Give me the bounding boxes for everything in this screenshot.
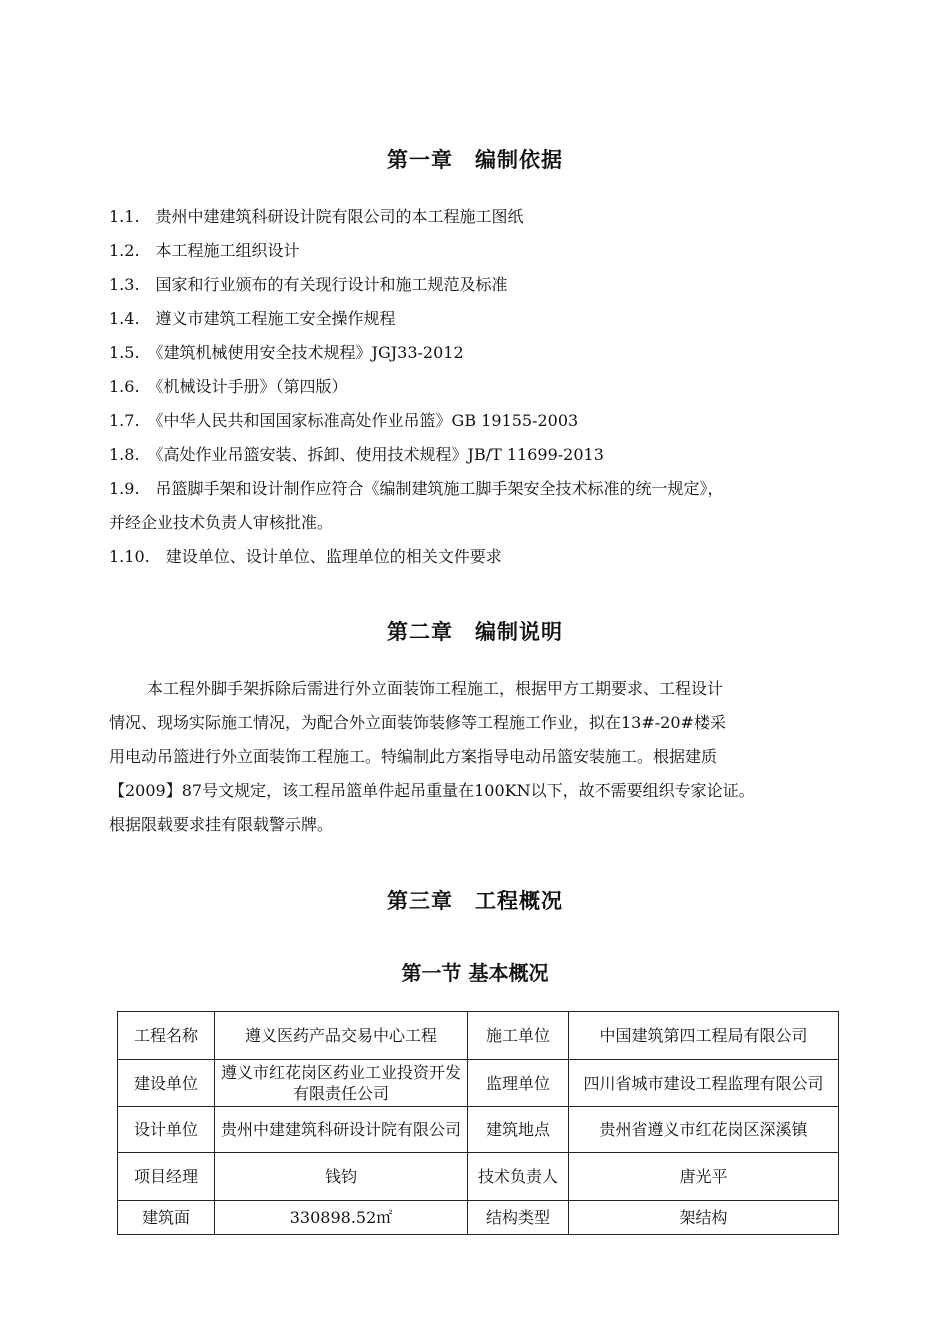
basis-item: 1.9. 吊篮脚手架和设计制作应符合《编制建筑施工脚手架安全技术标准的统一规定》，: [109, 479, 724, 498]
table-key-cell: 建筑面: [118, 1201, 215, 1235]
chapter-title-description: 第二章 编制说明: [387, 620, 563, 644]
table-key-cell: 技术负责人: [468, 1153, 569, 1201]
table-value-cell: 贵州省遵义市红花岗区深溪镇: [569, 1107, 839, 1153]
basis-item: 1.2. 本工程施工组织设计: [109, 241, 300, 260]
table-row: [118, 1012, 839, 1060]
basis-item-continuation: 并经企业技术负责人审核批准。: [109, 513, 334, 532]
table-row: [118, 1060, 839, 1107]
project-overview-table: [117, 1011, 839, 1235]
basis-item: 1.3. 国家和行业颁布的有关现行设计和施工规范及标准: [109, 275, 508, 294]
basis-item: 1.6. 《机械设计手册》（第四版）: [109, 377, 348, 396]
basis-item: 1.7. 《中华人民共和国国家标准高处作业吊篮》GB 19155-2003: [109, 411, 579, 430]
table-value-cell: 四川省城市建设工程监理有限公司: [569, 1060, 839, 1107]
table-value-cell: 唐光平: [569, 1153, 839, 1201]
paragraph-line: 情况、现场实际施工情况，为配合外立面装饰装修等工程施工作业，拟在13#-20#楼采: [109, 713, 726, 732]
paragraph-line: 【2009】87号文规定，该工程吊篮单件起吊重量在100KN以下，故不需要组织专家论证。: [109, 781, 755, 800]
table-value-cell: 贵州中建建筑科研设计院有限公司: [215, 1107, 468, 1153]
table-key-cell: 建筑地点: [468, 1107, 569, 1153]
table-key-cell: 监理单位: [468, 1060, 569, 1107]
chapter-title-basis: 第一章 编制依据: [387, 148, 563, 172]
table-key-cell: 建设单位: [118, 1060, 215, 1107]
table-key-cell: 项目经理: [118, 1153, 215, 1201]
table-key-cell: 结构类型: [468, 1201, 569, 1235]
paragraph-line: 用电动吊篮进行外立面装饰工程施工。特编制此方案指导电动吊篮安装施工。根据建质: [109, 747, 718, 766]
table-value-cell: 330898.52㎡: [215, 1201, 468, 1235]
paragraph-line: 本工程外脚手架拆除后需进行外立面装饰工程施工，根据甲方工期要求、工程设计: [147, 679, 724, 698]
table-value-cell: 架结构: [569, 1201, 839, 1235]
table-value-cell: 遵义医药产品交易中心工程: [215, 1012, 468, 1060]
basis-item: 1.5. 《建筑机械使用安全技术规程》JGJ33-2012: [109, 343, 464, 362]
table-row: [118, 1107, 839, 1153]
basis-item: 1.10. 建设单位、设计单位、监理单位的相关文件要求: [109, 547, 502, 566]
basis-item: 1.1. 贵州中建建筑科研设计院有限公司的本工程施工图纸: [109, 207, 524, 226]
table-row: [118, 1153, 839, 1201]
basis-item: 1.4. 遵义市建筑工程施工安全操作规程: [109, 309, 396, 328]
section-title: 第一节 基本概况: [401, 961, 549, 985]
table-key-cell: 设计单位: [118, 1107, 215, 1153]
table-row: [118, 1201, 839, 1235]
table-key-cell: 工程名称: [118, 1012, 215, 1060]
description-paragraph: [109, 672, 844, 842]
basis-item: 1.8. 《高处作业吊篮安装、拆卸、使用技术规程》JB/T 11699-2013: [109, 445, 604, 464]
table-key-cell: 施工单位: [468, 1012, 569, 1060]
table-value-cell: 钱钧: [215, 1153, 468, 1201]
paragraph-line: 根据限载要求挂有限载警示牌。: [109, 815, 334, 834]
chapter-title-overview: 第三章 工程概况: [387, 889, 563, 913]
table-value-cell: 遵义市红花岗区药业工业投资开发有限责任公司: [215, 1060, 468, 1107]
table-value-cell: 中国建筑第四工程局有限公司: [569, 1012, 839, 1060]
